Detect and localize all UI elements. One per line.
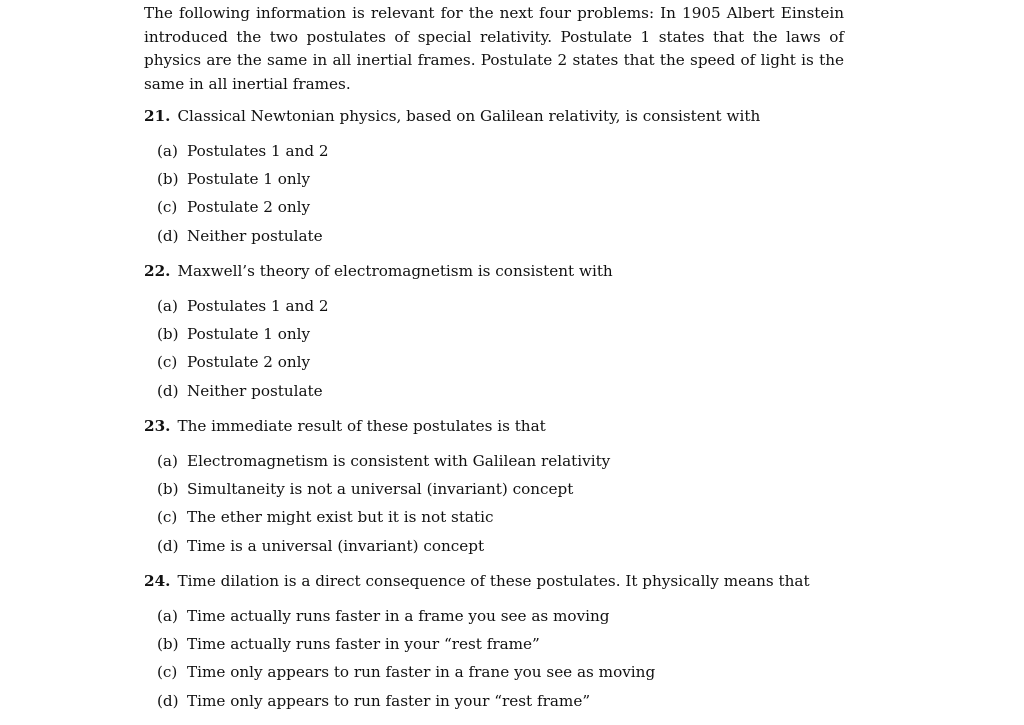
option-d — [144, 380, 844, 408]
option-letter: (a) — [157, 297, 178, 315]
question-21 — [144, 105, 844, 245]
option-letter: (a) — [157, 142, 178, 160]
option-letter: (b) — [157, 325, 179, 344]
option-letter: (d) — [157, 226, 179, 245]
option-d — [144, 535, 844, 563]
option-a — [144, 450, 844, 478]
question-text: Maxwell’s theory of electromagnetism is consistent with — [177, 262, 613, 280]
option-text: Simultaneity is not a universal (invariant) concept — [187, 480, 574, 499]
option-letter: (d) — [157, 381, 179, 400]
answer-options — [144, 450, 844, 563]
option-d — [144, 690, 844, 718]
option-text: Time actually runs faster in your “rest frame” — [187, 635, 540, 654]
question-23 — [144, 415, 844, 555]
question-24 — [144, 570, 844, 710]
option-text: Postulates 1 and 2 — [187, 142, 329, 160]
option-c — [144, 351, 844, 379]
option-letter: (c) — [157, 353, 178, 372]
option-c — [144, 196, 844, 224]
option-letter: (b) — [157, 170, 179, 189]
question-text: Time dilation is a direct consequence of these postulates. It physically means that — [177, 572, 810, 590]
answer-options — [144, 295, 844, 408]
option-a — [144, 140, 844, 168]
option-text: Neither postulate — [187, 381, 323, 400]
option-text: Time actually runs faster in a frame you see as moving — [187, 607, 610, 625]
option-letter: (c) — [157, 198, 178, 217]
option-letter: (b) — [157, 480, 179, 499]
question-22 — [144, 260, 844, 400]
option-a — [144, 295, 844, 323]
option-text: Electromagnetism is consistent with Galilean relativity — [187, 452, 611, 470]
question-stem — [144, 260, 844, 282]
answer-options — [144, 140, 844, 253]
option-c — [144, 506, 844, 534]
option-letter: (a) — [157, 607, 178, 625]
option-text: Postulate 1 only — [187, 325, 311, 344]
option-letter: (b) — [157, 635, 179, 654]
option-letter: (c) — [157, 663, 178, 682]
question-text: The immediate result of these postulates is that — [177, 417, 546, 435]
option-letter: (a) — [157, 452, 178, 470]
question-stem — [144, 105, 844, 127]
option-text: The ether might exist but it is not static — [187, 508, 494, 527]
option-d — [144, 225, 844, 253]
question-number: 23. — [144, 417, 171, 435]
option-c — [144, 661, 844, 689]
document-page — [144, 0, 844, 710]
option-text: Postulate 2 only — [187, 198, 311, 217]
question-number: 22. — [144, 262, 171, 280]
option-text: Postulate 2 only — [187, 353, 311, 372]
option-a — [144, 605, 844, 633]
option-letter: (c) — [157, 508, 178, 527]
option-b — [144, 323, 844, 351]
option-text: Time only appears to run faster in your “rest frame” — [187, 691, 591, 710]
question-number: 24. — [144, 572, 171, 590]
option-b — [144, 633, 844, 661]
option-text: Postulate 1 only — [187, 170, 311, 189]
intro-paragraph: The following information is relevant for the next four problems: In 1905 Albert Einstein introduced the two postulates of special relativity. Postulate 1 states that the laws of physics are the same in all inertial frames. Postulate 2 states that the speed of light is the same in all inertial frames. — [144, 4, 844, 93]
question-stem — [144, 415, 844, 437]
question-number: 21. — [144, 107, 171, 125]
option-b — [144, 478, 844, 506]
question-stem — [144, 570, 844, 592]
option-text: Postulates 1 and 2 — [187, 297, 329, 315]
option-b — [144, 168, 844, 196]
option-text: Time only appears to run faster in a frane you see as moving — [187, 663, 656, 682]
option-letter: (d) — [157, 691, 179, 710]
option-text: Neither postulate — [187, 226, 323, 245]
option-text: Time is a universal (invariant) concept — [187, 536, 485, 555]
question-text: Classical Newtonian physics, based on Galilean relativity, is consistent with — [177, 107, 761, 125]
answer-options — [144, 605, 844, 718]
option-letter: (d) — [157, 536, 179, 555]
